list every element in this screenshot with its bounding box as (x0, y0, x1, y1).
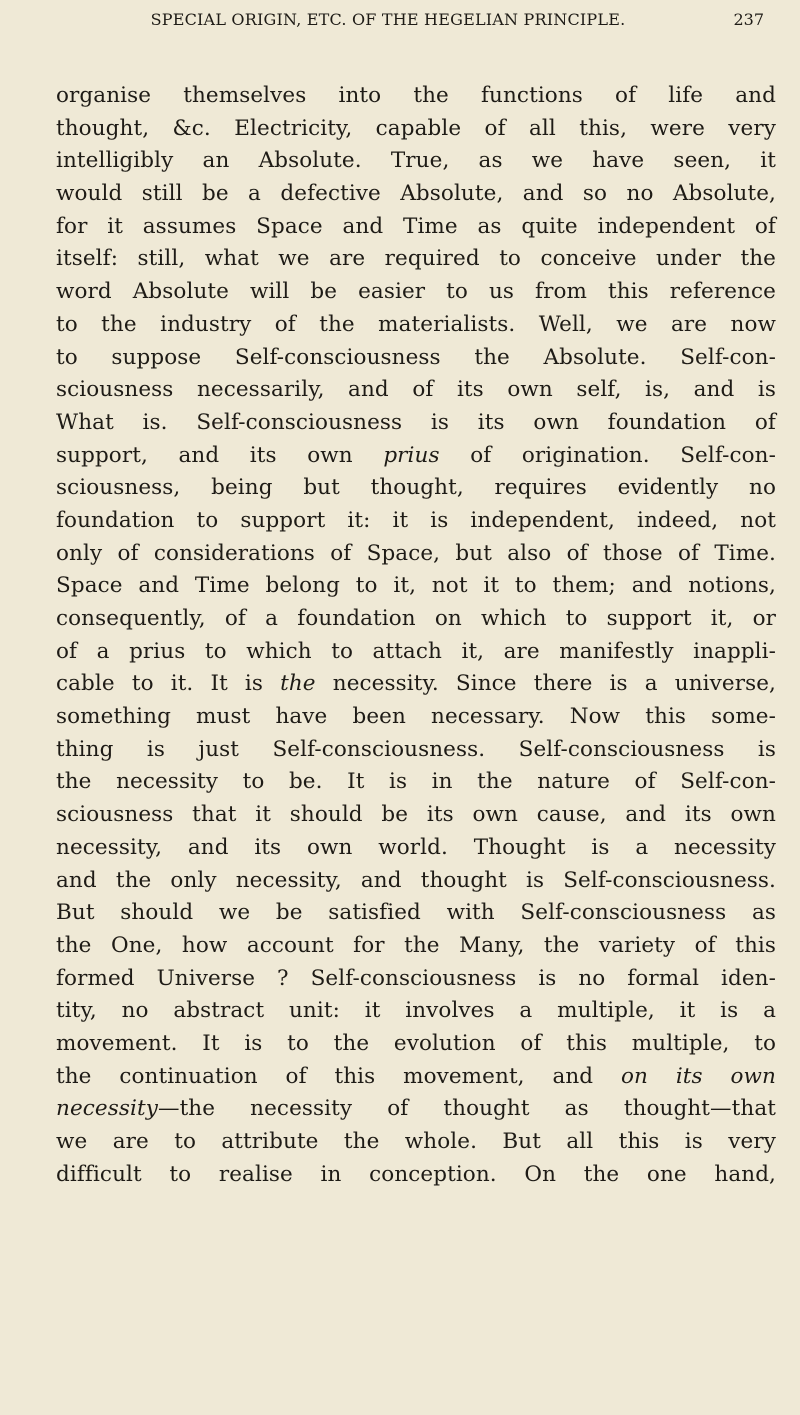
text-segment: cable to it. It is (56, 671, 281, 697)
text-line (56, 734, 776, 767)
text-line (56, 80, 776, 113)
text-segment: tity, no abstract unit: it involves a multiple, it is a (56, 998, 776, 1024)
text-segment: foundation to support it: it is independent, indeed, not (56, 507, 776, 533)
page-number: 237 (733, 10, 764, 29)
text-segment: But should we be satisfied with Self-consciousness as (56, 900, 776, 926)
text-line (56, 930, 776, 963)
text-segment: something must have been necessary. Now this some- (56, 704, 776, 730)
text-segment: the necessity to be. It is in the nature of Self-con- (56, 769, 776, 795)
text-line (56, 636, 776, 669)
text-segment: of origination. Self-con- (439, 442, 776, 468)
text-segment: consequently, of a foundation on which to support it, or (56, 606, 776, 631)
text-line (56, 243, 776, 276)
text-line (56, 505, 776, 538)
text-segment: word Absolute will be easier to us from this reference (56, 279, 776, 305)
text-line (56, 603, 776, 636)
text-segment: the continuation of this movement, and (56, 1063, 621, 1089)
text-segment: itself: still, what we are required to conceive under the (56, 246, 776, 272)
text-segment: difficult to realise in conception. On the one hand, (56, 1161, 776, 1187)
text-segment: necessity. Since there is a universe, (315, 671, 776, 697)
text-segment: organise themselves into the functions of life and (56, 83, 776, 108)
text-line (56, 897, 776, 930)
text-line (56, 1061, 776, 1094)
text-line (56, 440, 776, 473)
text-segment: thought, &c. Electricity, capable of all this, were very (56, 115, 776, 141)
text-line (56, 407, 776, 440)
text-line (56, 766, 776, 799)
italic-text: the (280, 671, 316, 697)
text-line (56, 342, 776, 375)
text-line (56, 145, 776, 178)
text-segment: the One, how account for the Many, the variety of this (56, 932, 776, 958)
text-segment: sciousness, being but thought, requires evidently no (56, 475, 776, 501)
text-segment: movement. It is to the evolution of this multiple, to (56, 1030, 776, 1056)
text-line (56, 178, 776, 211)
text-segment: sciousness necessarily, and of its own self, is, and is (56, 377, 776, 403)
text-segment: Space and Time belong to it, not it to them; and notions, (56, 573, 776, 599)
text-segment: only of considerations of Space, but also of those of Time. (56, 540, 776, 566)
italic-text: prius (383, 442, 440, 468)
text-line (56, 113, 776, 146)
text-line (56, 472, 776, 505)
text-segment: we are to attribute the whole. But all this is very (56, 1129, 776, 1154)
text-line (56, 374, 776, 407)
text-line (56, 1028, 776, 1061)
text-segment: would still be a defective Absolute, and so no Absolute, (56, 181, 776, 207)
body-text (56, 80, 776, 1191)
text-line (56, 538, 776, 571)
page-header (0, 8, 800, 38)
text-segment: What is. Self-consciousness is its own foundation of (56, 409, 776, 435)
text-segment: of a prius to which to attach it, are manifestly inappli- (56, 638, 776, 664)
text-segment: thing is just Self-consciousness. Self-consciousness is (56, 736, 776, 762)
text-segment: to suppose Self-consciousness the Absolute. Self-con- (56, 344, 776, 370)
text-segment: —the necessity of thought as thought—that (157, 1096, 776, 1122)
running-head: SPECIAL ORIGIN, ETC. OF THE HEGELIAN PRINCIPLE. (150, 10, 626, 29)
text-line (56, 1126, 776, 1159)
text-segment: sciousness that it should be its own cause, and its own (56, 802, 776, 828)
text-line (56, 276, 776, 309)
text-line (56, 995, 776, 1028)
italic-text: on its own (621, 1063, 776, 1089)
italic-text: necessity (56, 1096, 158, 1122)
text-segment: support, and its own (56, 442, 384, 468)
text-line (56, 1093, 776, 1126)
text-line (56, 963, 776, 996)
text-line (56, 832, 776, 865)
text-line (56, 211, 776, 244)
text-line (56, 799, 776, 832)
text-segment: for it assumes Space and Time as quite independent of (56, 213, 776, 239)
text-segment: intelligibly an Absolute. True, as we have seen, it (56, 148, 776, 174)
text-line (56, 309, 776, 342)
text-line (56, 1159, 776, 1192)
text-segment: formed Universe ? Self-consciousness is no formal iden- (56, 965, 776, 991)
text-line (56, 865, 776, 898)
text-segment: and the only necessity, and thought is Self-consciousness. (56, 867, 776, 893)
text-segment: necessity, and its own world. Thought is a necessity (56, 834, 776, 860)
text-line (56, 668, 776, 701)
text-line (56, 701, 776, 734)
text-line (56, 570, 776, 603)
text-segment: to the industry of the materialists. Well, we are now (56, 311, 776, 337)
